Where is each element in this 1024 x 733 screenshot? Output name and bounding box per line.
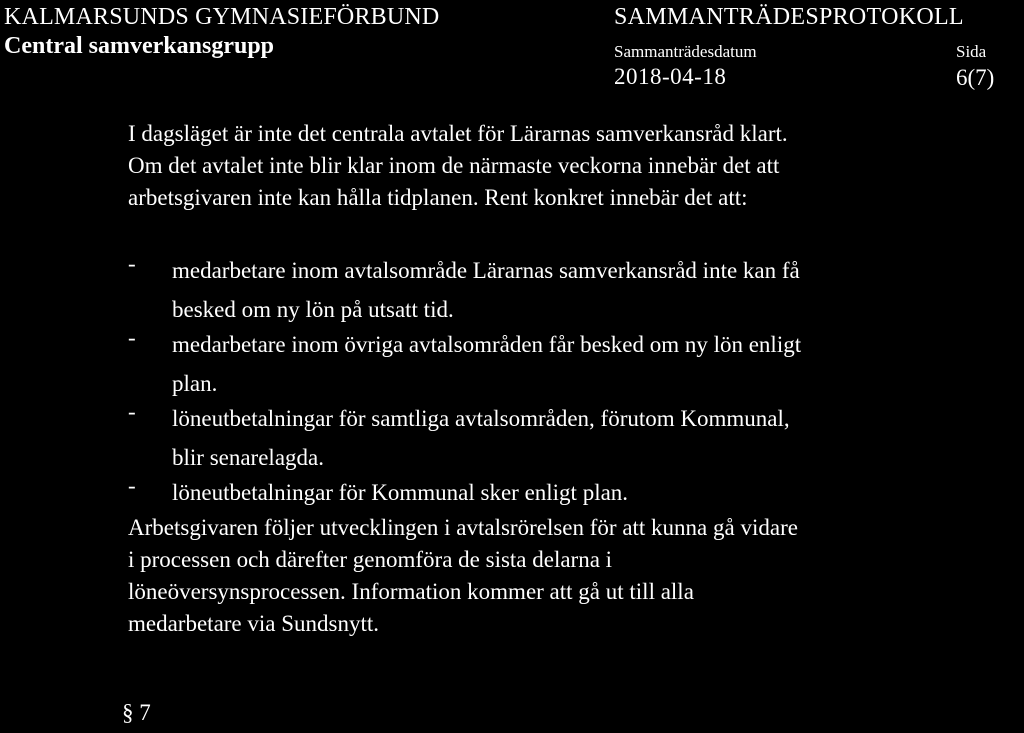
meeting-date-value: 2018-04-18 xyxy=(614,64,727,89)
list-item-line: blir senarelagda. xyxy=(172,445,324,470)
list-item-line: löneutbetalningar för samtliga avtalsområden, förutom Kommunal, xyxy=(172,406,790,431)
list-item-line: medarbetare inom övriga avtalsområden får besked om ny lön enligt xyxy=(172,332,802,357)
section-heading: § 7 xyxy=(122,700,151,725)
list-item-line: besked om ny lön på utsatt tid. xyxy=(172,297,454,322)
paragraph-line: arbetsgivaren inte kan hålla tidplanen. Rent konkret innebär det att: xyxy=(128,185,748,210)
list-item-line: medarbetare inom avtalsområde Lärarnas samverkansråd inte kan få xyxy=(172,258,800,283)
list-dash: - xyxy=(128,325,136,350)
document-type: SAMMANTRÄDESPROTOKOLL xyxy=(614,4,964,30)
list-item-line: löneutbetalningar för Kommunal sker enligt plan. xyxy=(172,480,629,505)
list-item-line: plan. xyxy=(172,371,218,396)
paragraph-line: löneöversynsprocessen. Information kommer att gå ut till alla xyxy=(128,579,694,604)
paragraph-line: i processen och därefter genomföra de sista delarna i xyxy=(128,547,613,572)
organization-unit: Central samverkansgrupp xyxy=(4,33,275,59)
list-item-text xyxy=(172,251,800,329)
paragraph-line: I dagsläget är inte det centrala avtalet för Lärarnas samverkansråd klart. xyxy=(128,121,788,146)
list-item-text xyxy=(172,473,628,512)
list-dash: - xyxy=(128,399,136,424)
paragraph-line: Arbetsgivaren följer utvecklingen i avtalsrörelsen för att kunna gå vidare xyxy=(128,515,798,540)
list-dash: - xyxy=(128,473,136,498)
organization-name: KALMARSUNDS GYMNASIEFÖRBUND xyxy=(4,4,440,30)
meeting-date-label: Sammanträdesdatum xyxy=(614,42,757,61)
list-item-text xyxy=(172,325,801,403)
paragraph-status xyxy=(128,118,788,214)
page-number: 6(7) xyxy=(956,65,995,90)
list-item-text xyxy=(172,399,790,477)
paragraph-line: medarbetare via Sundsnytt. xyxy=(128,611,380,636)
list-dash: - xyxy=(128,251,136,276)
paragraph-line: Om det avtalet inte blir klar inom de närmaste veckorna innebär det att xyxy=(128,153,780,178)
page-label: Sida xyxy=(956,42,987,61)
paragraph-followup xyxy=(128,512,798,640)
